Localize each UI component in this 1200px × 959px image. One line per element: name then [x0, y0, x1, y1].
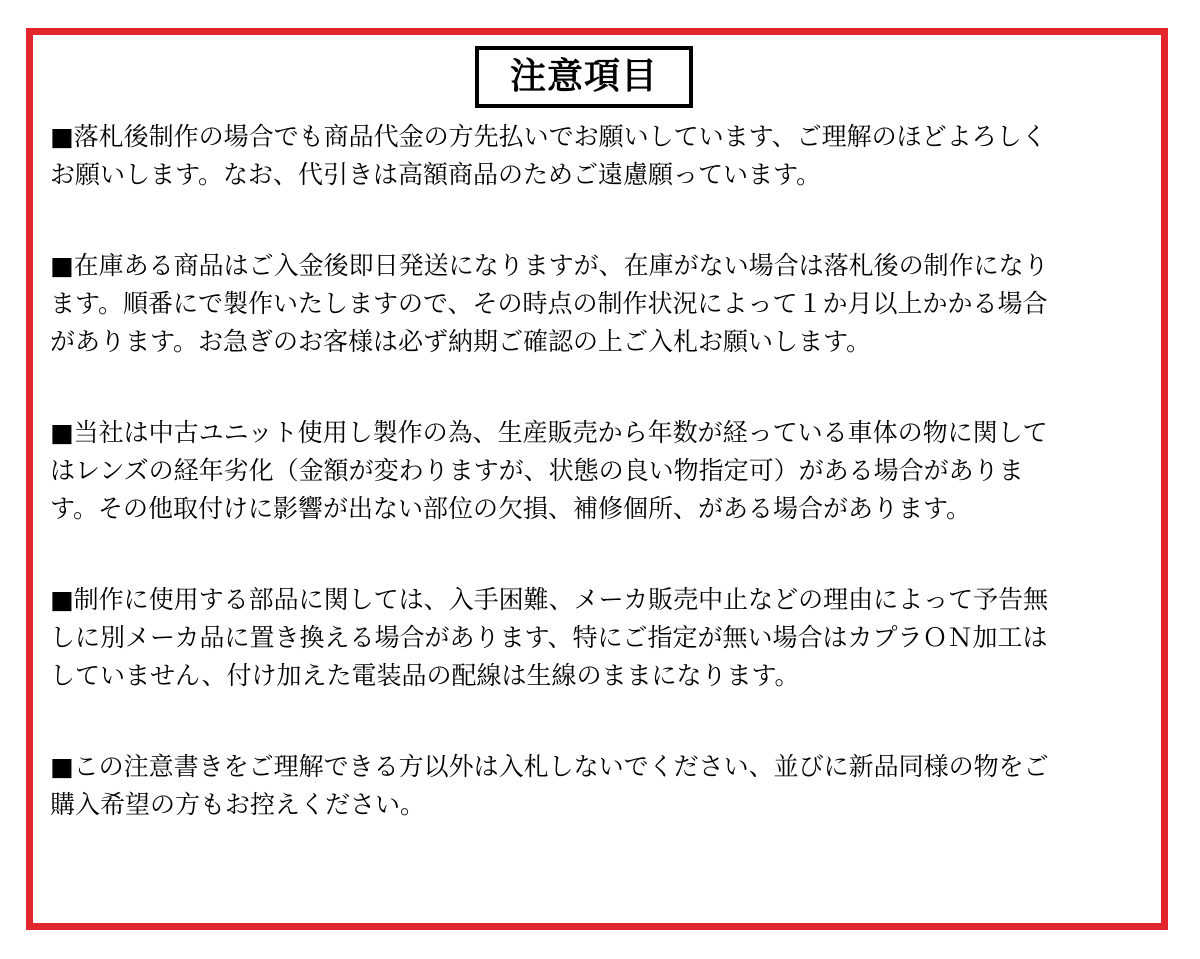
note-line: 購入希望の方もお控えください。: [50, 790, 426, 819]
note-line: す。その他取付けに影響が出ない部位の欠損、補修個所、がある場合があります。: [50, 494, 972, 523]
note-line: ■落札後制作の場合でも商品代金の方先払いでお願いしています、ご理解のほどよろしく: [50, 122, 1047, 151]
note-line: ■当社は中古ユニット使用し製作の為、生産販売から年数が経っている車体の物に関して: [50, 418, 1048, 447]
note-line: ます。順番にで製作いたしますので、その時点の制作状況によって１か月以上かかる場合: [50, 289, 1048, 318]
note-bidding-condition: [50, 748, 1155, 824]
note-line: ■在庫ある商品はご入金後即日発送になりますが、在庫がない場合は落札後の制作になり: [50, 251, 1049, 280]
title-box: [475, 46, 693, 108]
notes-body: [50, 118, 1155, 824]
note-line: ■この注意書きをご理解できる方以外は入札しないでください、並びに新品同様の物をご: [50, 752, 1049, 781]
note-stock-shipping: [50, 247, 1155, 361]
note-prepayment: [50, 118, 1155, 194]
note-parts-substitution: [50, 581, 1155, 695]
note-line: お願いします。なお、代引きは高額商品のためご遠慮願っています。: [50, 160, 822, 189]
note-used-units: [50, 414, 1155, 528]
note-line: があります。お急ぎのお客様は必ず納期ご確認の上ご入札お願いします。: [50, 327, 872, 356]
note-line: しに別メーカ品に置き換える場合があります、特にご指定が無い場合はカプラＯＮ加工は: [50, 623, 1048, 652]
notice-title: 注意項目: [509, 56, 658, 97]
note-line: していません、付け加えた電装品の配線は生線のままになります。: [50, 661, 800, 690]
note-line: ■制作に使用する部品に関しては、入手困難、メーカ販売中止などの理由によって予告無: [50, 585, 1049, 614]
note-line: はレンズの経年劣化（金額が変わりますが、状態の良い物指定可）がある場合がありま: [50, 456, 1024, 485]
